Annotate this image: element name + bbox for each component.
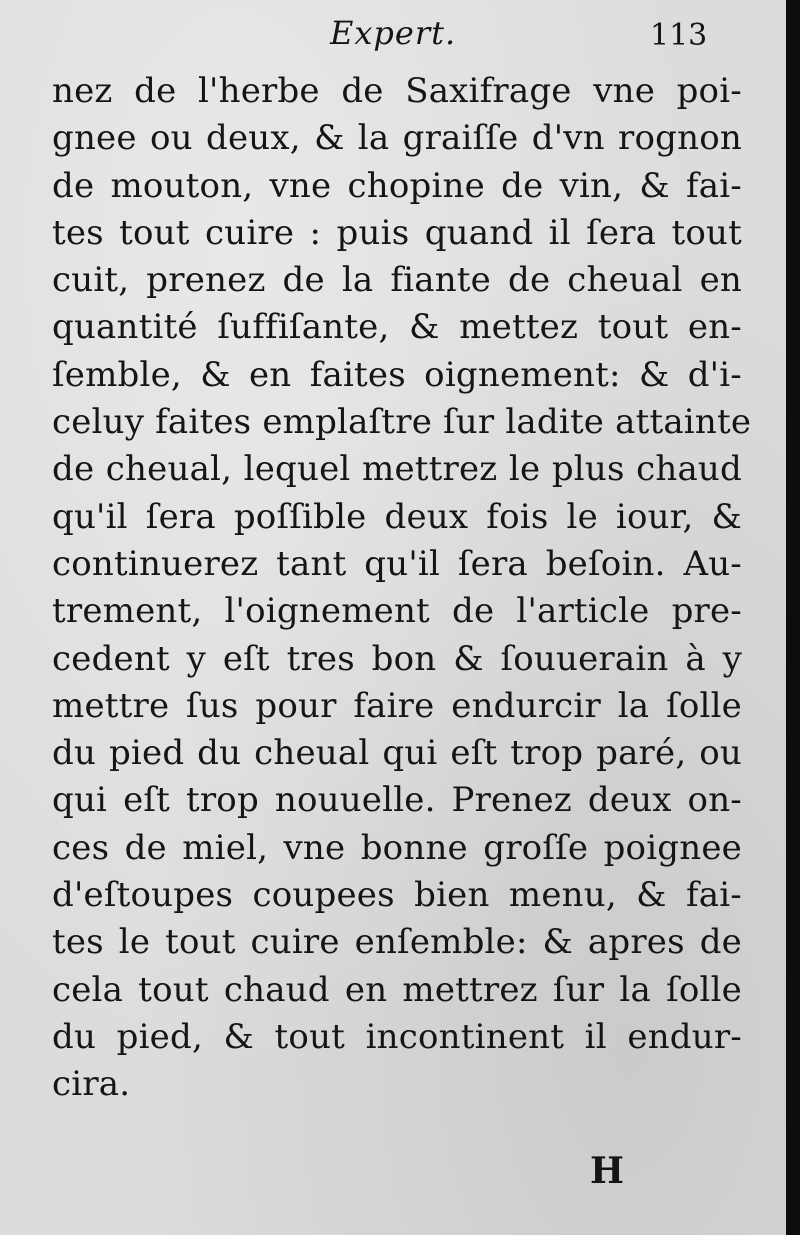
text-line-last: cira. [52,1064,131,1105]
text-line: de mouton, vne chopine de vin, & fai- [52,165,742,206]
text-line: ſemble, & en faites oignement: & d'i- [52,354,742,395]
text-line: continuerez tant qu'il ſera beſoin. Au- [52,543,742,584]
page-number: 113 [650,18,708,53]
running-head: Expert. [330,14,457,52]
text-line: tes le tout cuire enſemble: & apres de [52,922,742,963]
text-line: de cheual, lequel mettrez le plus chaud [52,449,742,490]
text-line: d'eſtoupes coupees bien menu, & fai- [52,875,742,916]
text-line: gnee ou deux, & la graiſſe d'vn rognon [52,118,742,159]
text-line: cedent y eſt tres bon & ſouuerain à y [52,638,742,679]
text-line: trement, l'oignement de l'article pre- [52,591,742,632]
text-line: du pied du cheual qui eſt trop paré, ou [52,733,742,774]
text-line: ces de miel, vne bonne groſſe poignee [52,827,742,868]
body-text [52,68,752,1109]
text-line: celuy faites emplaſtre ſur ladite attainte [52,402,752,443]
text-line: nez de l'herbe de Saxifrage vne poi- [52,71,742,111]
text-line: du pied, & tout incontinent il endur- [52,1016,742,1057]
text-line: tes tout cuire : puis quand il ſera tout [52,212,742,253]
signature-mark: H [590,1150,625,1192]
text-line: qui eſt trop nouuelle. Prenez deux on- [52,780,742,821]
text-line: quantité ſuffiſante, & mettez tout en- [52,307,742,348]
text-line: cela tout chaud en mettrez ſur la ſolle [52,969,742,1010]
page-edge-shadow [786,0,800,1235]
text-line: qu'il ſera poſſible deux fois le iour, & [52,496,742,537]
text-line: mettre ſus pour faire endurcir la ſolle [52,685,742,726]
text-line: cuit, prenez de la fiante de cheual en [52,260,742,301]
